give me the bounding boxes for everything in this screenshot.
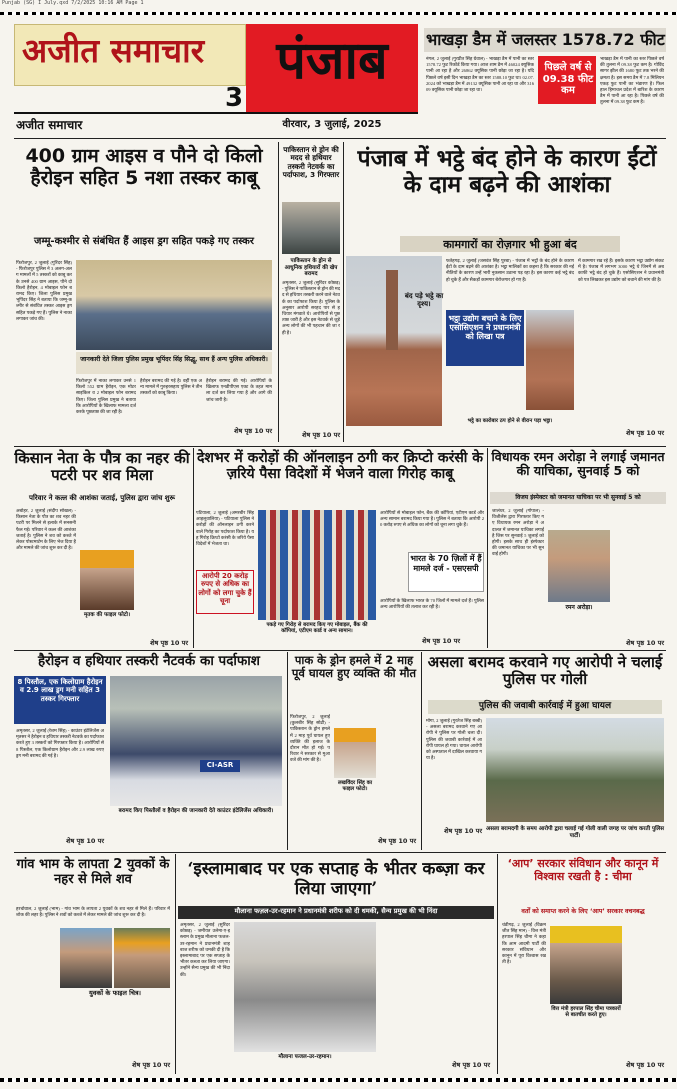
arora-sub: विजय इंस्पेक्टर को जमानत याचिका पर भी सुनवाई 5 को (515, 494, 641, 501)
drone-story (290, 652, 418, 850)
weapons-body: अमृतसर, 2 जुलाई (रेशम सिंह) - काउंटर इंटेलिजेंस अमृतसर ने हैरोइन व हथियार तस्करी नेटवर्क का पर्दाफाश करते हुए 3 तस्करों को गिरफ्तार किया है। आरोपियों से 8 पिस्तौल, एक किलोग्राम हैरोइन और 2.9 लाख रुपए ड्रग मनी बरामद की गई है। (16, 728, 104, 758)
bhatta-photo2 (526, 310, 574, 410)
gaon-body2 (16, 926, 56, 1046)
heroin-headline: 400 ग्राम आइस व पौने दो किलो हैरोइन सहित 5 नशा तस्कर काबू (25, 145, 263, 189)
islamabad-headline: ‘इस्लामाबाद पर एक सप्ताह के भीतर कब्ज़ा कर लिया जाएगा’ (187, 859, 485, 899)
weapons-photo (110, 676, 282, 806)
pak-story (282, 144, 340, 440)
islamabad-caption: मौलाना फजल-उर-रहमान। (278, 1054, 332, 1060)
drone-headline: पाक के ड्रोन हमले में 2 माह पूर्व घायल हुए व्यक्ति की मौत (291, 653, 417, 681)
drone-body2 (380, 714, 418, 830)
crypto-body1: पटियाला, 2 जुलाई (अमरबीर सिंह आहलूवालिया) - पटियाला पुलिस ने करोड़ों की ऑनलाइन ठगी करने वाले गिरोह का पर्दाफाश किया है। यह गिरोह क्रिप्टो करंसी के जरिये पैसा विदेशों में भेजता था। (196, 510, 254, 547)
heroin-body2: फिरोजपुर में नाका लगाकर उनसे 1 किलो 552 ग्राम हैरोइन, एक मोटरसाइकिल व 2 मोबाइल फोन बरामद किए। जिला पुलिस प्रमुख ने बताया कि आरोपियों के खिलाफ मामला दर्ज करके पूछताछ की जा रही है। (76, 378, 136, 415)
weapons-story (14, 652, 284, 850)
aap-body2 (626, 922, 664, 1052)
police-headline: असला बरामद करवाने गए आरोपी ने चलाई पुलिस पर गोली (427, 653, 663, 689)
arora-story (490, 448, 666, 648)
kisan-caption: मृतक की फाइल फोटो। (83, 612, 131, 618)
heroin-photo (76, 260, 272, 350)
weapons-badge-text: CI-ASR (206, 761, 234, 769)
gaon-body3 (60, 1002, 170, 1052)
crypto-box2-text: भारत के 70 ज़िलों में हैं मामले दर्ज - एसएसपी (410, 554, 482, 573)
brand-small: अजीत समाचार (16, 118, 83, 132)
bhatta-photo-label: बंद पड़े भट्ठे का दृश्य। (404, 292, 444, 309)
weapons-sub: 8 पिस्तौल, एक किलोग्राम हैरोइन व 2.9 लाख ड्रग मनी सहित 3 तस्कर गिरफ्तार (17, 678, 103, 703)
gaon-photo1 (60, 928, 112, 988)
pak-photo (282, 202, 340, 254)
kisan-sub: परिवार ने कत्ल की आशंका जताई, पुलिस द्वारा जांच शुरू (29, 494, 175, 502)
bhatta-sub: कामगारों का रोज़गार भी हुआ बंद (443, 238, 577, 251)
aap-story (500, 856, 666, 1074)
bhatta-body1: फतेहगढ़, 2 जुलाई (जसवंत सिंह पुरबा) - पंजाब में भट्ठों के बंद होने के कारण ईंटों के दाम बढ़ने की आशंका है। भट्ठा मालिकों का कहना है कि सरकार की नई नीतियों के कारण उन्हें भारी नुकसान उठाना पड़ रहा है। इस कारण कई भट्ठे बंद हो चुके हैं और सैकड़ों कामगार बेरोजगार हो गए हैं। (446, 258, 574, 282)
gaon-cont: शेष पृष्ठ 10 पर (132, 1061, 170, 1069)
islamabad-story (178, 856, 494, 1074)
aap-body: चंडीगढ़, 2 जुलाई (विक्रमजीत सिंह मान) - वित्त मंत्री हरपाल सिंह चीमा ने कहा कि आम आदमी पार्टी की सरकार संविधान और कानून में पूरा विश्वास रखती है। (502, 922, 546, 965)
gaon-photo2 (114, 928, 170, 988)
heroin-caption-text: जानकारी देते जिला पुलिस प्रमुख भूपिंदर सिंह सिद्धू, साथ हैं अन्य पुलिस अधिकारी। (80, 356, 268, 363)
kisan-body: अबोहर, 2 जुलाई (संदीप सोखल) - किसान नेता के पौत्र का शव नहर की पटरी पर मिलने से इलाके में सनसनी फैल गई। परिवार ने कत्ल की आशंका जताई है। पुलिस ने शव को कब्जे में लेकर पोस्टमार्टम के लिए भेज दिया है और मामले की जांच शुरू कर दी है। (16, 508, 76, 551)
bhakra-box-text: पिछले वर्ष से 09.38 फीट कम (542, 62, 594, 96)
crypto-body2: आरोपियों से मोबाइल फोन, बैंक की कॉपियां, एटीएम कार्ड और अन्य सामान बरामद किया गया है। पुलिस ने बताया कि आरोपी 20 करोड़ रुपए से अधिक का लोगों को चूना लगा चुके हैं। (380, 510, 484, 528)
crypto-photo (258, 510, 376, 620)
bhakra-story (424, 28, 666, 136)
bhatta-body2: में कामगार रख रहे हैं। इसके कारण भट्ठा उद्योग संकट में है। पंजाब में लगभग 3000 भट्ठे थे जिनमें से अब काफी भट्ठे बंद हो चुके हैं। एसोसिएशन ने प्रधानमंत्री को पत्र लिखकर इस उद्योग को बचाने की मांग की है। (578, 258, 664, 282)
aap-headline: ‘आप’ सरकार संविधान और कानून में विश्वास रखती है : चीमा (507, 857, 659, 883)
arora-photo (548, 530, 610, 602)
islamabad-body2 (380, 922, 492, 1052)
crypto-caption: पकड़े गए गिरोह से बरामद किए गए मोबाइल, बैंक की कॉपियां, एटीएम कार्ड व अन्य सामान। (266, 622, 368, 635)
arora-body2 (614, 508, 664, 636)
police-story (424, 652, 666, 850)
aap-cont: शेष पृष्ठ 10 पर (626, 1061, 664, 1069)
gaon-headline: गांव भाम के लापता 2 युवकों के नहर से मिले शव (16, 857, 170, 887)
arora-caption: रमन अरोड़ा। (565, 604, 593, 611)
islamabad-cont: शेष पृष्ठ 10 पर (452, 1061, 490, 1069)
kisan-headline: किसान नेता के पौत्र का नहर की पटरी पर शव मिला (14, 449, 190, 485)
drone-caption: लखविंदर सिंह का फाइल फोटो। (337, 780, 373, 793)
crypto-box1-text: आरोपी 20 करोड़ रुपए से अधिक का लोगों को लगा चुके हैं चूना (198, 572, 252, 606)
aap-photo (550, 926, 622, 1004)
arora-body: जालंधर, 2 जुलाई (गोपाल) - विजीलेंस द्वारा गिरफ्तार किए गए विधायक रमन अरोड़ा ने अदालत में जमानत याचिका लगाई है जिस पर सुनवाई 5 जुलाई को होगी। इसके साथ ही इंस्पेक्टर की जमानत याचिका पर भी सुनवाई होगी। (492, 508, 544, 557)
heroin-body1: फिरोजपुर, 2 जुलाई (गुरिंदर सिंह) - फिरोजपुर पुलिस ने 3 अलग-अलग मामलों में 5 तस्करों को काबू करके उनसे 400 ग्राम आइस, पौने दो किलो हैरोइन, 4 मोबाइल फोन बरामद किए। जिला पुलिस प्रमुख भूपिंदर सिंह ने बताया कि जम्मू-कश्मीर से संबंधित तस्कर आइस ड्रग सहित पकड़े गए हैं। पुलिस ने नाका लगाकर जांच की। (16, 260, 72, 321)
heroin-caption (76, 352, 272, 374)
police-cont: शेष पृष्ठ 10 पर (444, 827, 482, 835)
police-caption: असला बरामदगी के समय आरोपी द्वारा चलाई गई गोली वाली जगह पर जांच करती पुलिस पार्टी। (486, 826, 664, 839)
crypto-cont: शेष पृष्ठ 10 पर (422, 637, 460, 645)
aap-sub: वर्तों को समाप्त करने के लिए ‘आप’ सरकार वचनबद्ध (521, 908, 645, 915)
crypto-headline: देशभर में करोड़ों की ऑनलाइन ठगी कर क्रिप्टो करंसी के ज़रिये पैसा विदेशों में भेजने वाला गिरोह काबू (196, 450, 484, 483)
heroin-cont: शेष पृष्ठ 10 पर (234, 427, 272, 435)
gaon-story (14, 854, 172, 1074)
islamabad-sub: मौलाना फज़ल-उर-रहमान ने प्रधानमंत्री शरीफ को दी धमकी, सैन्य प्रमुख की भी निंदा (234, 907, 438, 915)
bhatta-photo (346, 256, 442, 426)
weapons-cont: शेष पृष्ठ 10 पर (66, 837, 104, 845)
drone-body: फिरोजपुर, 2 जुलाई (कुलबीर सिंह सोढी) - पाकिस्तान के ड्रोन हमले में 2 माह पूर्व घायल हुए व्यक्ति की इलाज के दौरान मौत हो गई। परिवार ने सरकार से मुआवजे की मांग की है। (290, 714, 330, 763)
page-number: 3 (224, 83, 244, 113)
crypto-story (196, 448, 484, 648)
edition-name: पंजाब (276, 31, 388, 91)
pak-cont: शेष पृष्ठ 10 पर (302, 431, 340, 439)
gaon-body: हरचोवाल, 2 जुलाई (भाम) - गांव भाम के लापता 2 युवकों के शव नहर से मिले हैं। परिवार में शोक की लहर है। पुलिस ने शवों को कब्जे में लेकर मामले की जांच शुरू कर दी है। (16, 906, 170, 918)
drone-cont: शेष पृष्ठ 10 पर (378, 837, 416, 845)
weapons-body2 (110, 822, 230, 840)
kisan-cont: शेष पृष्ठ 10 पर (150, 639, 188, 647)
heroin-sub: जम्मू-कश्मीर से संबंधित हैं आइस ड्रग सहित पकड़े गए तस्कर (34, 236, 254, 247)
police-photo (486, 718, 664, 822)
bhakra-headline: भाखड़ा डैम में जलस्तर 1578.72 फीट (426, 30, 665, 49)
pak-caption: पाकिस्तान के ड्रोन से आधुनिक हथियारों की खेप बरामद (284, 258, 338, 278)
police-sub: पुलिस की जवाबी कार्रवाई में हुआ घायल (478, 701, 612, 711)
bhatta-headline: पंजाब में भट्ठे बंद होने के कारण ईंटों के दाम बढ़ने की आशंका (357, 145, 657, 199)
bhatta-story (346, 142, 666, 442)
bhakra-col2: भाखड़ा डैम में पानी का स्तर पिछले वर्ष की तुलना में 09.38 फुट कम है। गोविंद सागर झील की 1680 फुट तक भरने की क्षमता है। इस समय डैम में 7.8 मिलियन एकड़ फुट पानी का भंडारण है। फिलहाल हिमाचल प्रदेश में बारिश के कारण डैम में पानी आ रहा है। पिछले वर्ष की तुलना में 09.38 फुट कम है। (600, 56, 664, 105)
bhatta-caption: भट्ठे का कारोबार ठप होने से वीरान पड़ा भट्ठा। (467, 418, 553, 424)
brand-name: अजीत समाचार (22, 31, 205, 70)
masthead (14, 24, 418, 132)
drone-photo (334, 728, 376, 778)
pak-body: अमृतसर, 2 जुलाई (सुरिंदर कोछड़) - पुलिस ने पाकिस्तान से ड्रोन की मदद से हथियार तस्करी करने वाले नेटवर्क का पर्दाफाश किया है। पुलिस के अनुसार आरोपी सरहद पार से हथियार मंगवाते थे। आरोपियों से पूछताछ जारी है और इस नेटवर्क से जुड़े अन्य लोगों की भी पहचान की जा रही है। (282, 280, 340, 335)
kisan-story (14, 448, 190, 648)
heroin-story (14, 142, 274, 442)
print-header: Punjab (SG) I July.qxd 7/2/2025 10:16 AM Page 1 (2, 0, 144, 6)
arora-cont: शेष पृष्ठ 10 पर (626, 639, 664, 647)
kisan-photo (80, 550, 134, 610)
kisan-body2 (138, 508, 188, 636)
weapons-caption: बरामद किए पिस्तौलों व हैरोइन की जानकारी देते काउंटर इंटेलिजेंस अधिकारी। (118, 808, 274, 814)
bhakra-col1: नंगल, 2 जुलाई (गुरप्रीत सिंह ग्रेवाल) - भाखड़ा डैम में पानी का स्तर 1578.72 फुट रिकॉर्ड किया गया। आज शाम डैम में 46024 क्यूसिक पानी आ रहा है और 26862 क्यूसिक पानी छोड़ा जा रहा है। यदि पिछले वर्ष इसी दिन भाखड़ा डैम का स्तर 1588.10 फुट था। 02.07.2024 को भाखड़ा डैम में 49132 क्यूसिक पानी आ रहा था और 31609 क्यूसिक पानी छोड़ा जा रहा था। (426, 56, 534, 93)
weapons-headline: हैरोइन व हथियार तस्करी नैटवर्क का पर्दाफाश (38, 653, 260, 669)
pak-headline: पाकिस्तान से ड्रोन की मदद से हथियार तस्करी नेटवर्क का पर्दाफाश, 3 गिरफ्तार (282, 145, 340, 179)
police-body: मोगा, 2 जुलाई (गुरतेज सिंह बब्बी) - असला बरामद करवाने गए आरोपी ने पुलिस पर गोली चला दी। पुलिस की जवाबी कार्रवाई में आरोपी घायल हो गया। घायल आरोपी को अस्पताल में दाखिल करवाया गया है। (426, 718, 482, 761)
bhatta-cont: शेष पृष्ठ 10 पर (626, 429, 664, 437)
bhatta-box-text: भट्ठा उद्योग बचाने के लिए एसोसिएशन ने प्रधानमंत्री को लिखा पत्र (448, 314, 522, 342)
islamabad-body: अमृतसर, 2 जुलाई (सुरिंदर कोछड़) - जमीयत उलेमा-ए-इस्लाम के प्रमुख मौलाना फजल-उर-रहमान ने प्रधानमंत्री शाहबाज शरीफ को धमकी दी है कि इस्लामाबाद पर एक सप्ताह के भीतर कब्जा कर लिया जाएगा। उन्होंने सैन्य प्रमुख की भी निंदा की। (180, 922, 230, 977)
heroin-body4: हैरोइन बरामद की गई। आरोपियों के खिलाफ एनडीपीएस एक्ट के तहत मामला दर्ज कर लिया गया है और आगे की जांच जारी है। (206, 378, 272, 402)
heroin-body3: हैरोइन बरामद की गई है। वहीं एक अन्य मामले में गुरुहरसहाय पुलिस ने तीन तस्करों को काबू किया। (140, 378, 202, 396)
crypto-body3: आरोपियों के खिलाफ भारत के 70 जिलों में मामले दर्ज हैं। पुलिस अन्य आरोपियों की तलाश कर रही है। (380, 598, 484, 610)
islamabad-photo (234, 922, 376, 1052)
gaon-caption: युवकों के फाइल चित्र। (89, 989, 141, 997)
arora-headline: विधायक रमन अरोड़ा ने लगाई जमानत की याचिका, सुनवाई 5 को (491, 449, 665, 479)
edition-date: वीरवार, 3 जुलाई, 2025 (282, 119, 382, 130)
aap-caption: वित्त मंत्री हरपाल सिंह चीमा पत्रकारों से बातचीत करते हुए। (551, 1006, 621, 1019)
